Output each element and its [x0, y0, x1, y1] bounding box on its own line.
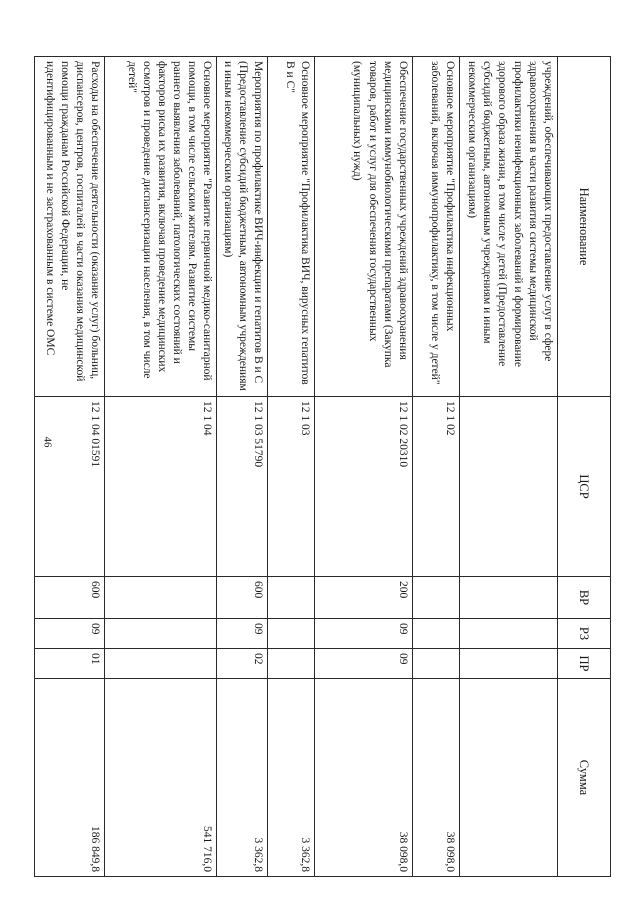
cell-name: учреждений, обеспечивающих предоставление услуг в сфере здравоохранения в части развития системы медицинской профилактики неинфекционных заболеваний и формирование здорового образа жизни, в том числе у детей (Предоставление субсидий бюджетным, автономным учреждениям и иным некоммерческим организациям) — [460, 57, 558, 397]
page-number: 46 — [41, 436, 54, 448]
cell-sum: 541 716,0 — [105, 679, 217, 877]
cell-vr — [268, 577, 315, 619]
cell-rz — [460, 619, 558, 649]
table-row — [35, 57, 105, 877]
cell-sum: 3 362,8 — [268, 679, 315, 877]
table-row — [460, 57, 558, 877]
cell-csr: 12 1 02 — [413, 397, 460, 577]
table-row — [413, 57, 460, 877]
header-pr: ПР — [558, 649, 611, 679]
cell-vr — [105, 577, 217, 619]
cell-vr: 600 — [217, 577, 268, 619]
budget-table — [34, 56, 611, 877]
cell-csr: 12 1 03 — [268, 397, 315, 577]
cell-name: Расходы на обеспечение деятельности (оказание услуг) больниц, диспансеров, центров, госпиталей в части оказания медицинской помощи гражданам Российской Федерации, не идентифицированным и не застрахованным в системе ОМС — [35, 57, 105, 397]
header-name: Наименование — [558, 57, 611, 397]
cell-sum — [460, 679, 558, 877]
cell-rz: 09 — [315, 619, 413, 649]
table-row — [315, 57, 413, 877]
cell-pr — [413, 649, 460, 679]
cell-csr: 12 1 04 — [105, 397, 217, 577]
cell-csr: 12 1 03 51790 — [217, 397, 268, 577]
header-csr: ЦСР — [558, 397, 611, 577]
cell-rz: 09 — [35, 619, 105, 649]
cell-vr: 600 — [35, 577, 105, 619]
header-sum: Сумма — [558, 679, 611, 877]
cell-name: Основное мероприятие "Профилактика инфекционных заболеваний, включая иммунопрофилактику, в том числе у детей" — [413, 57, 460, 397]
cell-rz — [105, 619, 217, 649]
header-vr: ВР — [558, 577, 611, 619]
cell-name: Мероприятия по профилактике ВИЧ-инфекции и гепатитов В и С (Предоставление субсидий бюджетным, автономным учреждениям и иным некоммерческим организациям) — [217, 57, 268, 397]
header-rz: РЗ — [558, 619, 611, 649]
table-row — [268, 57, 315, 877]
cell-vr — [413, 577, 460, 619]
cell-name: Обеспечение государственных учреждений здравоохранения медицинскими иммунобиологическими препаратами (Закупка товаров, работ и услуг для обеспечения государственных (муниципальных) нужд) — [315, 57, 413, 397]
table-header-row — [558, 57, 611, 877]
cell-vr — [460, 577, 558, 619]
cell-pr: 09 — [315, 649, 413, 679]
cell-rz: 09 — [217, 619, 268, 649]
cell-sum: 38 098,0 — [315, 679, 413, 877]
cell-pr — [268, 649, 315, 679]
cell-csr — [460, 397, 558, 577]
cell-rz — [268, 619, 315, 649]
cell-pr — [460, 649, 558, 679]
cell-sum: 186 849,8 — [35, 679, 105, 877]
cell-pr: 02 — [217, 649, 268, 679]
cell-rz — [413, 619, 460, 649]
cell-pr: 01 — [35, 649, 105, 679]
cell-name: Основное мероприятие "Профилактика ВИЧ, вирусных гепатитов В и С" — [268, 57, 315, 397]
cell-sum: 3 362,8 — [217, 679, 268, 877]
cell-csr: 12 1 02 20310 — [315, 397, 413, 577]
cell-csr: 12 1 04 01591 — [35, 397, 105, 577]
cell-pr — [105, 649, 217, 679]
cell-vr: 200 — [315, 577, 413, 619]
cell-sum: 38 098,0 — [413, 679, 460, 877]
table-row — [105, 57, 217, 877]
cell-name: Основное мероприятие "Развитие первичной медико-санитарной помощи, в том числе сельским жителям. Развитие системы раннего выявления заболеваний, патологических состояний и факторов риска их развития, включая проведение медицинских осмотров и проведение диспансеризации населения, в том числе детей" — [105, 57, 217, 397]
table-row — [217, 57, 268, 877]
